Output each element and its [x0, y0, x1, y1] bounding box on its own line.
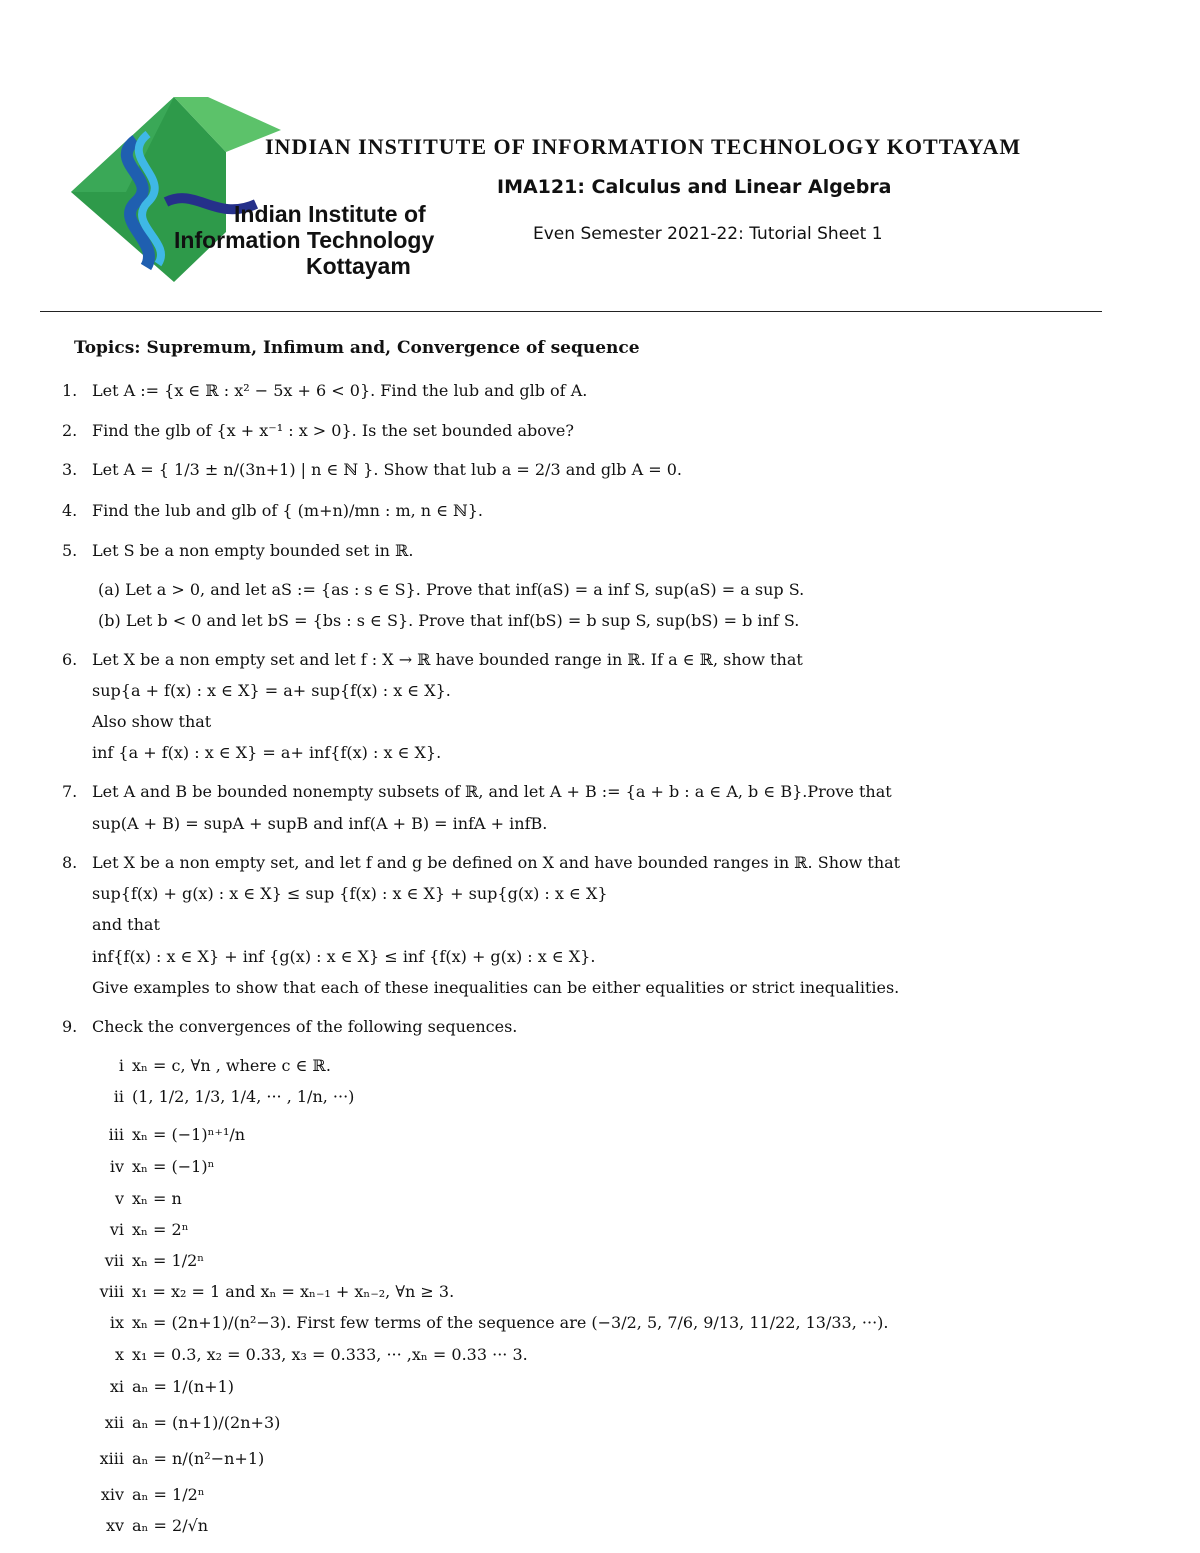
problem-number: 1.	[62, 381, 78, 400]
semester-line: Even Semester 2021-22: Tutorial Sheet 1	[533, 224, 883, 244]
sequence-text: aₙ = 2/√n	[132, 1516, 209, 1535]
problem-text: Let A := {x ∈ ℝ : x² − 5x + 6 < 0}. Find the lub and glb of A.	[92, 381, 588, 400]
sequence-number: xii	[104, 1413, 124, 1432]
sequence-number: ii	[113, 1087, 124, 1106]
problem-text: Find the lub and glb of { (m+n)/mn : m, n ∈ ℕ}.	[92, 501, 484, 520]
sequence-text: aₙ = 1/2ⁿ	[132, 1485, 205, 1504]
sequence-number: iv	[109, 1157, 124, 1176]
problem-line: sup{f(x) + g(x) : x ∈ X} ≤ sup {f(x) : x ∈ X} + sup{g(x) : x ∈ X}	[92, 884, 608, 903]
subproblem-text: (a) Let a > 0, and let aS := {as : s ∈ S}. Prove that inf(aS) = a inf S, sup(aS) = a sup S.	[98, 580, 805, 599]
sequence-number: xv	[105, 1516, 124, 1535]
sequence-text: xₙ = n	[132, 1189, 182, 1208]
problem-number: 2.	[62, 421, 78, 440]
problem-text: Find the glb of {x + x⁻¹ : x > 0}. Is the set bounded above?	[92, 421, 574, 440]
sequence-number: vii	[104, 1251, 124, 1270]
sequence-text: aₙ = n/(n²−n+1)	[132, 1449, 265, 1468]
problem-text: Let A = { 1/3 ± n/(3n+1) | n ∈ ℕ }. Show that lub a = 2/3 and glb A = 0.	[92, 460, 682, 479]
sequence-number: ix	[109, 1313, 124, 1332]
sequence-number: viii	[99, 1282, 124, 1301]
problem-number: 4.	[62, 501, 78, 520]
sequence-number: x	[114, 1345, 124, 1364]
sequence-number: v	[114, 1189, 124, 1208]
sequence-number: i	[118, 1056, 124, 1075]
sequence-text: x₁ = x₂ = 1 and xₙ = xₙ₋₁ + xₙ₋₂, ∀n ≥ 3.	[132, 1282, 455, 1301]
header-divider	[40, 311, 1102, 312]
problem-line: and that	[92, 915, 160, 934]
sequence-number: xiii	[99, 1449, 124, 1468]
sequence-text: aₙ = (n+1)/(2n+3)	[132, 1413, 281, 1432]
problem-text: Let A and B be bounded nonempty subsets of ℝ, and let A + B := {a + b : a ∈ A, b ∈ B}.Prove that	[92, 782, 892, 801]
sequence-number: vi	[109, 1220, 124, 1239]
sequence-text: xₙ = 2ⁿ	[132, 1220, 189, 1239]
sequence-text: xₙ = 1/2ⁿ	[132, 1251, 205, 1270]
problem-line: inf {a + f(x) : x ∈ X} = a+ inf{f(x) : x ∈ X}.	[92, 743, 442, 762]
problem-line: Give examples to show that each of these inequalities can be either equalities or strict inequalities.	[92, 978, 900, 997]
problem-line: inf{f(x) : x ∈ X} + inf {g(x) : x ∈ X} ≤ inf {f(x) + g(x) : x ∈ X}.	[92, 947, 596, 966]
sequence-text: xₙ = (2n+1)/(n²−3). First few terms of the sequence are (−3/2, 5, 7/6, 9/13, 11/22, 13/33, ···).	[132, 1313, 889, 1332]
problem-number: 3.	[62, 460, 78, 479]
problem-text: Let X be a non empty set and let f : X → ℝ have bounded range in ℝ. If a ∈ ℝ, show that	[92, 650, 803, 669]
institute-name: INDIAN INSTITUTE OF INFORMATION TECHNOLOGY KOTTAYAM	[265, 134, 1022, 159]
course-title: IMA121: Calculus and Linear Algebra	[497, 176, 892, 198]
problem-number: 9.	[62, 1017, 78, 1036]
sequence-number: xi	[109, 1377, 124, 1396]
problem-text: Let X be a non empty set, and let f and g be defined on X and have bounded ranges in ℝ. Show that	[92, 853, 901, 872]
sequence-number: iii	[108, 1125, 124, 1144]
problem-number: 8.	[62, 853, 78, 872]
logo-text-line3: Kottayam	[306, 253, 411, 279]
logo-text-line2: Information Technology	[174, 227, 435, 253]
sequence-number: xiv	[100, 1485, 124, 1504]
sequence-text: xₙ = (−1)ⁿ⁺¹/n	[132, 1125, 246, 1144]
problem-number: 6.	[62, 650, 78, 669]
institute-logo	[66, 92, 435, 287]
problem-number: 7.	[62, 782, 78, 801]
problem-line: Also show that	[92, 712, 212, 731]
problem-text: Check the convergences of the following sequences.	[92, 1017, 518, 1036]
sequence-text: xₙ = c, ∀n , where c ∈ ℝ.	[132, 1056, 331, 1075]
problem-text: Let S be a non empty bounded set in ℝ.	[92, 541, 414, 560]
problem-number: 5.	[62, 541, 78, 560]
sequence-text: (1, 1/2, 1/3, 1/4, ··· , 1/n, ···)	[132, 1087, 355, 1106]
sequence-text: x₁ = 0.3, x₂ = 0.33, x₃ = 0.333, ··· ,xₙ = 0.33 ··· 3.	[132, 1345, 528, 1364]
problem-line: sup{a + f(x) : x ∈ X} = a+ sup{f(x) : x ∈ X}.	[92, 681, 451, 700]
problem-line: sup(A + B) = supA + supB and inf(A + B) = infA + infB.	[92, 814, 548, 833]
sequence-text: aₙ = 1/(n+1)	[132, 1377, 234, 1396]
topics-heading: Topics: Supremum, Infimum and, Convergence of sequence	[74, 338, 640, 358]
logo-text-line1: Indian Institute of	[234, 201, 426, 227]
sequence-text: xₙ = (−1)ⁿ	[132, 1157, 215, 1176]
subproblem-text: (b) Let b < 0 and let bS = {bs : s ∈ S}. Prove that inf(bS) = b sup S, sup(bS) = b inf S.	[98, 611, 800, 630]
